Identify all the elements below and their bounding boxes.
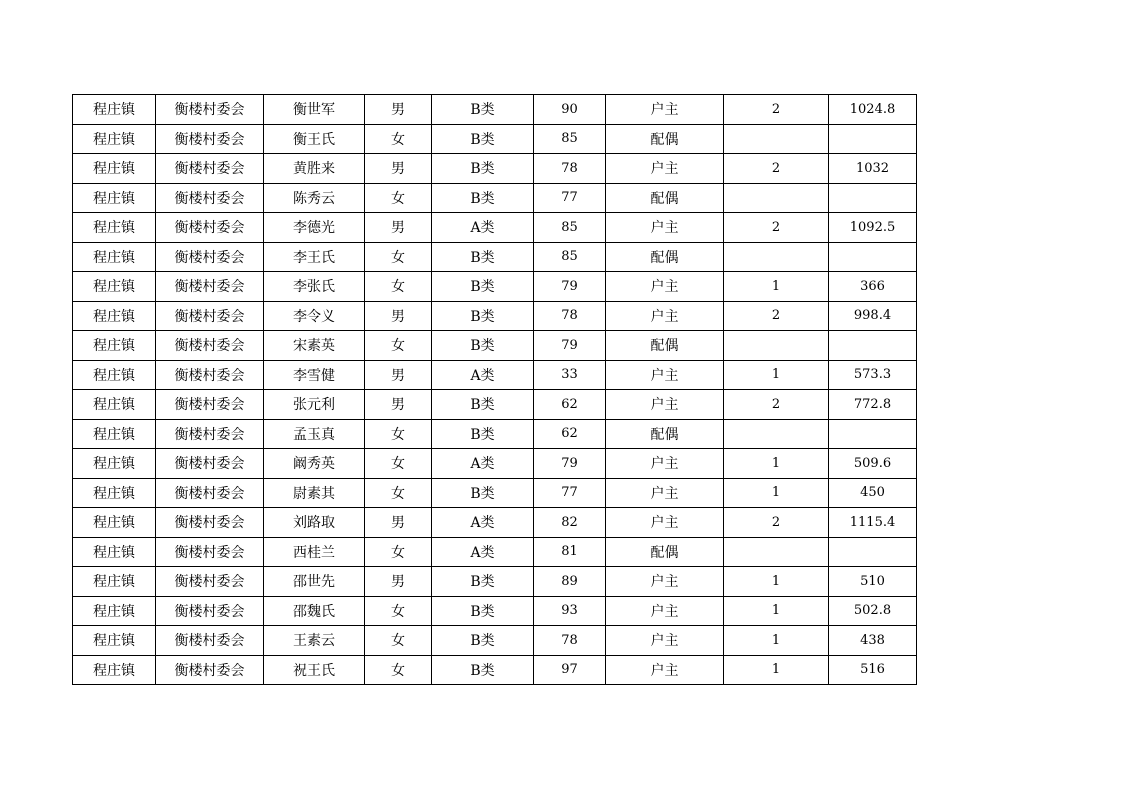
category-cell: A类 <box>432 537 534 567</box>
category-cell: B类 <box>432 124 534 154</box>
gender-cell: 男 <box>365 567 432 597</box>
household-count-cell <box>724 537 829 567</box>
table-row <box>73 301 917 331</box>
village-committee-cell: 衡楼村委会 <box>156 183 264 213</box>
name-cell: 陈秀云 <box>264 183 365 213</box>
age-cell: 79 <box>534 272 606 302</box>
household-count-cell: 2 <box>724 301 829 331</box>
age-cell: 93 <box>534 596 606 626</box>
name-cell: 阚秀英 <box>264 449 365 479</box>
table-row <box>73 242 917 272</box>
gender-cell: 男 <box>365 390 432 420</box>
table-row <box>73 567 917 597</box>
table-row <box>73 183 917 213</box>
table-row <box>73 478 917 508</box>
relation-cell: 户主 <box>606 478 724 508</box>
table-row <box>73 95 917 125</box>
household-count-cell: 1 <box>724 655 829 685</box>
table-row <box>73 154 917 184</box>
category-cell: B类 <box>432 655 534 685</box>
name-cell: 衡王氏 <box>264 124 365 154</box>
name-cell: 李令义 <box>264 301 365 331</box>
village-committee-cell: 衡楼村委会 <box>156 154 264 184</box>
gender-cell: 男 <box>365 213 432 243</box>
village-committee-cell: 衡楼村委会 <box>156 272 264 302</box>
amount-cell: 450 <box>829 478 917 508</box>
gender-cell: 男 <box>365 508 432 538</box>
relation-cell: 户主 <box>606 213 724 243</box>
table-row <box>73 596 917 626</box>
name-cell: 王素云 <box>264 626 365 656</box>
relation-cell: 户主 <box>606 626 724 656</box>
gender-cell: 女 <box>365 596 432 626</box>
name-cell: 邵魏氏 <box>264 596 365 626</box>
household-count-cell <box>724 183 829 213</box>
age-cell: 85 <box>534 213 606 243</box>
category-cell: B类 <box>432 419 534 449</box>
table-row <box>73 449 917 479</box>
age-cell: 77 <box>534 183 606 213</box>
category-cell: A类 <box>432 360 534 390</box>
amount-cell: 1092.5 <box>829 213 917 243</box>
town-cell: 程庄镇 <box>73 596 156 626</box>
name-cell: 祝王氏 <box>264 655 365 685</box>
category-cell: B类 <box>432 95 534 125</box>
gender-cell: 女 <box>365 419 432 449</box>
gender-cell: 女 <box>365 124 432 154</box>
amount-cell <box>829 183 917 213</box>
gender-cell: 男 <box>365 95 432 125</box>
age-cell: 79 <box>534 449 606 479</box>
household-count-cell <box>724 331 829 361</box>
household-count-cell: 1 <box>724 626 829 656</box>
household-count-cell <box>724 124 829 154</box>
category-cell: B类 <box>432 567 534 597</box>
category-cell: B类 <box>432 154 534 184</box>
name-cell: 孟玉真 <box>264 419 365 449</box>
town-cell: 程庄镇 <box>73 95 156 125</box>
name-cell: 李雪健 <box>264 360 365 390</box>
household-count-cell: 1 <box>724 596 829 626</box>
village-committee-cell: 衡楼村委会 <box>156 242 264 272</box>
amount-cell: 998.4 <box>829 301 917 331</box>
gender-cell: 女 <box>365 478 432 508</box>
category-cell: A类 <box>432 213 534 243</box>
age-cell: 62 <box>534 419 606 449</box>
village-committee-cell: 衡楼村委会 <box>156 626 264 656</box>
relation-cell: 配偶 <box>606 331 724 361</box>
table-row <box>73 508 917 538</box>
name-cell: 西桂兰 <box>264 537 365 567</box>
relation-cell: 户主 <box>606 567 724 597</box>
category-cell: A类 <box>432 449 534 479</box>
gender-cell: 女 <box>365 537 432 567</box>
town-cell: 程庄镇 <box>73 272 156 302</box>
village-committee-cell: 衡楼村委会 <box>156 331 264 361</box>
town-cell: 程庄镇 <box>73 419 156 449</box>
name-cell: 尉素其 <box>264 478 365 508</box>
relation-cell: 户主 <box>606 655 724 685</box>
village-committee-cell: 衡楼村委会 <box>156 567 264 597</box>
amount-cell <box>829 419 917 449</box>
table-row <box>73 390 917 420</box>
village-committee-cell: 衡楼村委会 <box>156 419 264 449</box>
household-count-cell: 1 <box>724 272 829 302</box>
name-cell: 邵世先 <box>264 567 365 597</box>
town-cell: 程庄镇 <box>73 508 156 538</box>
data-table <box>72 94 917 685</box>
category-cell: B类 <box>432 272 534 302</box>
town-cell: 程庄镇 <box>73 360 156 390</box>
age-cell: 62 <box>534 390 606 420</box>
relation-cell: 配偶 <box>606 419 724 449</box>
household-count-cell: 2 <box>724 390 829 420</box>
amount-cell: 502.8 <box>829 596 917 626</box>
town-cell: 程庄镇 <box>73 537 156 567</box>
age-cell: 89 <box>534 567 606 597</box>
relation-cell: 配偶 <box>606 537 724 567</box>
amount-cell: 516 <box>829 655 917 685</box>
gender-cell: 男 <box>365 360 432 390</box>
category-cell: B类 <box>432 626 534 656</box>
village-committee-cell: 衡楼村委会 <box>156 478 264 508</box>
category-cell: B类 <box>432 478 534 508</box>
name-cell: 衡世军 <box>264 95 365 125</box>
age-cell: 79 <box>534 331 606 361</box>
age-cell: 78 <box>534 626 606 656</box>
gender-cell: 女 <box>365 655 432 685</box>
amount-cell: 1115.4 <box>829 508 917 538</box>
amount-cell: 509.6 <box>829 449 917 479</box>
name-cell: 刘路取 <box>264 508 365 538</box>
table-row <box>73 419 917 449</box>
household-count-cell: 1 <box>724 449 829 479</box>
town-cell: 程庄镇 <box>73 626 156 656</box>
age-cell: 77 <box>534 478 606 508</box>
table-row <box>73 124 917 154</box>
amount-cell: 772.8 <box>829 390 917 420</box>
category-cell: B类 <box>432 331 534 361</box>
table-body <box>73 95 917 685</box>
village-committee-cell: 衡楼村委会 <box>156 301 264 331</box>
relation-cell: 户主 <box>606 95 724 125</box>
age-cell: 85 <box>534 242 606 272</box>
gender-cell: 男 <box>365 301 432 331</box>
relation-cell: 配偶 <box>606 242 724 272</box>
category-cell: B类 <box>432 242 534 272</box>
table-row <box>73 331 917 361</box>
household-count-cell: 2 <box>724 154 829 184</box>
village-committee-cell: 衡楼村委会 <box>156 596 264 626</box>
amount-cell <box>829 537 917 567</box>
gender-cell: 男 <box>365 154 432 184</box>
table-row <box>73 537 917 567</box>
name-cell: 黄胜来 <box>264 154 365 184</box>
category-cell: B类 <box>432 596 534 626</box>
village-committee-cell: 衡楼村委会 <box>156 124 264 154</box>
table-row <box>73 655 917 685</box>
town-cell: 程庄镇 <box>73 213 156 243</box>
village-committee-cell: 衡楼村委会 <box>156 360 264 390</box>
age-cell: 33 <box>534 360 606 390</box>
town-cell: 程庄镇 <box>73 331 156 361</box>
village-committee-cell: 衡楼村委会 <box>156 213 264 243</box>
amount-cell: 1032 <box>829 154 917 184</box>
table-row <box>73 360 917 390</box>
town-cell: 程庄镇 <box>73 124 156 154</box>
town-cell: 程庄镇 <box>73 655 156 685</box>
household-count-cell: 2 <box>724 213 829 243</box>
gender-cell: 女 <box>365 242 432 272</box>
town-cell: 程庄镇 <box>73 154 156 184</box>
amount-cell <box>829 331 917 361</box>
category-cell: B类 <box>432 390 534 420</box>
town-cell: 程庄镇 <box>73 390 156 420</box>
age-cell: 85 <box>534 124 606 154</box>
category-cell: A类 <box>432 508 534 538</box>
relation-cell: 户主 <box>606 508 724 538</box>
gender-cell: 女 <box>365 331 432 361</box>
relation-cell: 配偶 <box>606 124 724 154</box>
town-cell: 程庄镇 <box>73 567 156 597</box>
gender-cell: 女 <box>365 183 432 213</box>
household-count-cell: 1 <box>724 567 829 597</box>
household-count-cell: 1 <box>724 478 829 508</box>
gender-cell: 女 <box>365 449 432 479</box>
amount-cell: 1024.8 <box>829 95 917 125</box>
name-cell: 李德光 <box>264 213 365 243</box>
relation-cell: 户主 <box>606 272 724 302</box>
village-committee-cell: 衡楼村委会 <box>156 449 264 479</box>
town-cell: 程庄镇 <box>73 183 156 213</box>
gender-cell: 女 <box>365 272 432 302</box>
relation-cell: 户主 <box>606 301 724 331</box>
amount-cell <box>829 124 917 154</box>
table-row <box>73 272 917 302</box>
category-cell: B类 <box>432 183 534 213</box>
town-cell: 程庄镇 <box>73 242 156 272</box>
amount-cell: 366 <box>829 272 917 302</box>
relation-cell: 户主 <box>606 449 724 479</box>
amount-cell: 510 <box>829 567 917 597</box>
age-cell: 97 <box>534 655 606 685</box>
relation-cell: 配偶 <box>606 183 724 213</box>
relation-cell: 户主 <box>606 596 724 626</box>
age-cell: 78 <box>534 301 606 331</box>
village-committee-cell: 衡楼村委会 <box>156 95 264 125</box>
household-count-cell: 2 <box>724 95 829 125</box>
town-cell: 程庄镇 <box>73 301 156 331</box>
name-cell: 张元利 <box>264 390 365 420</box>
village-committee-cell: 衡楼村委会 <box>156 655 264 685</box>
household-count-cell: 2 <box>724 508 829 538</box>
age-cell: 82 <box>534 508 606 538</box>
age-cell: 90 <box>534 95 606 125</box>
amount-cell: 573.3 <box>829 360 917 390</box>
name-cell: 李王氏 <box>264 242 365 272</box>
relation-cell: 户主 <box>606 390 724 420</box>
gender-cell: 女 <box>365 626 432 656</box>
amount-cell: 438 <box>829 626 917 656</box>
category-cell: B类 <box>432 301 534 331</box>
village-committee-cell: 衡楼村委会 <box>156 537 264 567</box>
table-row <box>73 213 917 243</box>
village-committee-cell: 衡楼村委会 <box>156 390 264 420</box>
name-cell: 宋素英 <box>264 331 365 361</box>
relation-cell: 户主 <box>606 360 724 390</box>
town-cell: 程庄镇 <box>73 478 156 508</box>
amount-cell <box>829 242 917 272</box>
age-cell: 78 <box>534 154 606 184</box>
household-count-cell <box>724 242 829 272</box>
name-cell: 李张氏 <box>264 272 365 302</box>
household-count-cell: 1 <box>724 360 829 390</box>
household-count-cell <box>724 419 829 449</box>
table-row <box>73 626 917 656</box>
relation-cell: 户主 <box>606 154 724 184</box>
town-cell: 程庄镇 <box>73 449 156 479</box>
age-cell: 81 <box>534 537 606 567</box>
village-committee-cell: 衡楼村委会 <box>156 508 264 538</box>
